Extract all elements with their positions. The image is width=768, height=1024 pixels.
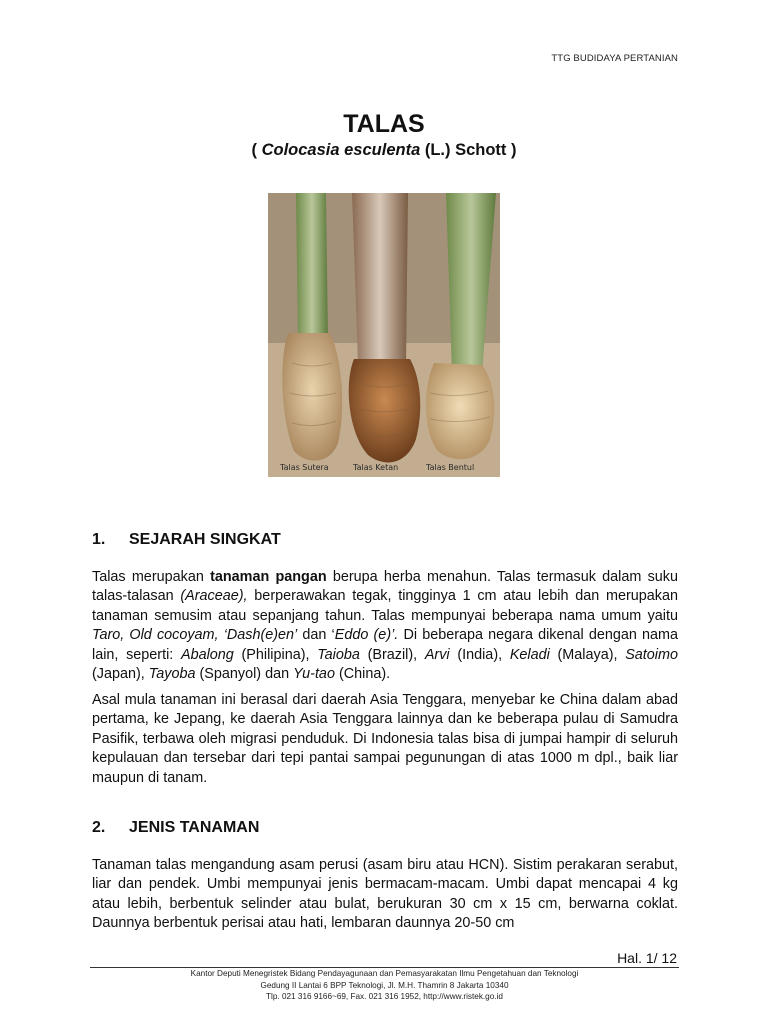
section-heading-sejarah [92, 531, 281, 549]
paragraph-sejarah-1 [92, 568, 678, 684]
text-run: berupa herba menahun. Talas termasuk dalam suku talas-talasan [92, 569, 678, 605]
italic-term: Yu-tao [293, 666, 335, 683]
section-title: SEJARAH SINGKAT [129, 531, 281, 548]
text-run: dan ‘ [297, 627, 335, 644]
text-run: berperawakan tegak, tingginya 1 cm atau lebih dan merupakan tanaman semusim atau sepanjang tahun. Talas mempunyai beberapa nama umum yaitu [92, 588, 678, 624]
running-header: TTG BUDIDAYA PERTANIAN [551, 53, 678, 64]
footer-line: Tlp. 021 316 9166~69, Fax. 021 316 1952, http://www.ristek.go.id [266, 992, 503, 1002]
italic-term: (Araceae), [180, 588, 248, 605]
caption-talas-ketan: Talas Ketan [353, 463, 399, 472]
scientific-name: Colocasia esculenta [261, 141, 421, 159]
italic-term: Abalong [180, 646, 234, 663]
footer-line: Kantor Deputi Menegristek Bidang Pendayagunaan dan Pemasyarakatan Ilmu Pengetahuan dan Teknologi [190, 969, 579, 978]
bold-term: tanaman pangan [210, 569, 327, 585]
text-run: (Spanyol) dan [195, 666, 294, 683]
section-number: 1. [92, 531, 106, 548]
paragraph-text: Asal mula tanaman ini berasal dari daerah Asia Tenggara, menyebar ke China dalam abad pertama, ke Jepang, ke daerah Asia Tenggara lainnya dan ke beberapa pulau di Samudra Pasifik, terbawa oleh migrasi penduduk. Di Indonesia talas bisa di jumpai hampir di seluruh kepulauan dan tersebar dari tepi pantai sampai pegunungan di atas 1000 m dpl., baik liar maupun di tanam. [92, 692, 678, 786]
section-number: 2. [92, 819, 106, 836]
paragraph-text: Tanaman talas mengandung asam perusi (asam biru atau HCN). Sistim perakaran serabut, liar dan pendek. Umbi mempunyai jenis bermacam-macam. Umbi dapat mencapai 4 kg atau lebih, berbentuk selinder atau bulat, berukuran 30 cm x 15 cm, berwarna coklat. Daunnya berbentuk perisai atau hati, lembaran daunnya 20-50 cm [92, 857, 678, 932]
paragraph-jenis-1 [92, 856, 678, 934]
text-run: (China). [334, 666, 391, 683]
text-run: Di beberapa negara dikenal dengan nama lain, seperti: [92, 627, 679, 663]
text-run: (India), [449, 646, 510, 663]
page-footer [90, 968, 679, 1003]
text-run: (Japan), [92, 666, 149, 683]
footer-line: Gedung II Lantai 6 BPP Teknologi, Jl. M.H. Thamrin 8 Jakarta 10340 [260, 980, 509, 990]
page-number: Hal. 1/ 12 [617, 950, 677, 966]
paragraph-sejarah-2 [92, 691, 678, 788]
section-title: JENIS TANAMAN [129, 819, 260, 836]
caption-talas-sutera: Talas Sutera [280, 463, 329, 472]
text-run: (Brazil), [359, 646, 425, 663]
caption-talas-bentul: Talas Bentul [426, 463, 475, 472]
italic-term: Satoimo [625, 646, 678, 663]
text-run: (Malaya), [549, 646, 626, 663]
taro-photo [268, 193, 500, 477]
section-heading-jenis [92, 819, 259, 837]
document-title: TALAS [343, 110, 425, 138]
italic-term: Arvi [424, 646, 450, 663]
subtitle-author: (L.) Schott ) [420, 141, 517, 159]
subtitle-open: ( [251, 141, 262, 159]
italic-term: Taioba [317, 646, 360, 663]
document-subtitle [0, 141, 768, 160]
text-run: (Philipina), [233, 646, 318, 663]
italic-term: Keladi [509, 646, 550, 663]
text-run: Talas merupakan [92, 569, 211, 585]
italic-term: Tayoba [148, 666, 196, 683]
taro-illustration [268, 193, 500, 477]
italic-term: Eddo (e)’. [334, 627, 399, 644]
italic-term: Taro, Old cocoyam, ‘Dash(e)en’ [92, 627, 298, 644]
